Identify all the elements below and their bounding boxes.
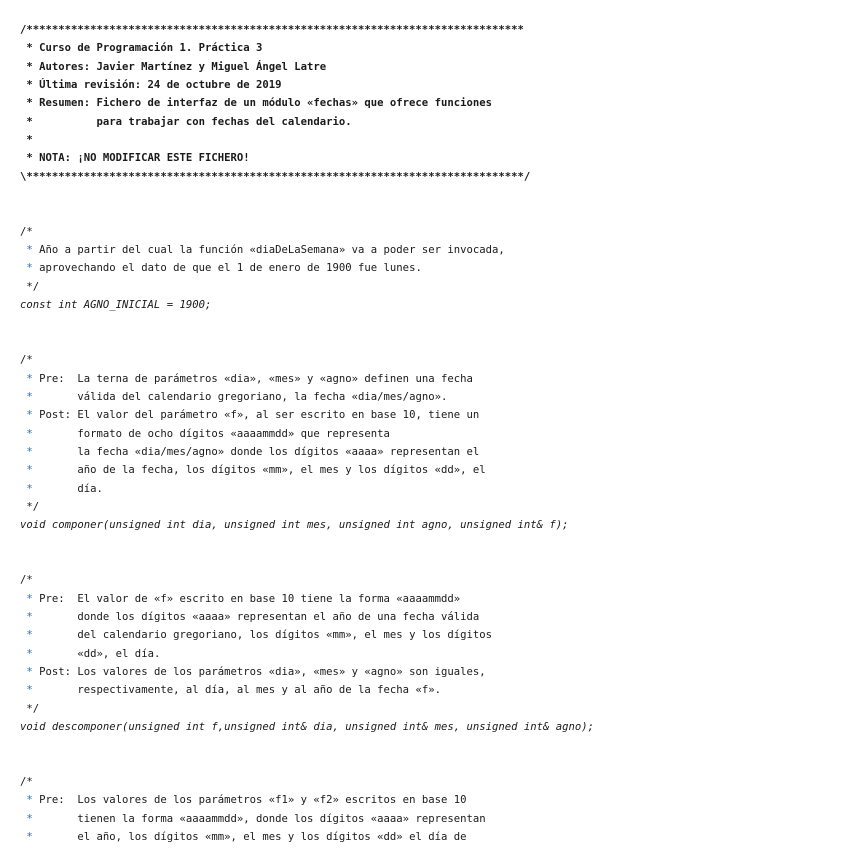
code-line: * Última revisión: 24 de octubre de 2019	[20, 79, 282, 92]
code-line: * Autores: Javier Martínez y Miguel Ángel Latre	[20, 60, 327, 73]
code-line	[20, 425, 840, 443]
code-line	[20, 663, 840, 681]
code-line	[20, 204, 840, 222]
code-line	[20, 259, 840, 277]
code-line: */	[20, 280, 40, 293]
code-line: /*	[20, 225, 33, 238]
comment-text: año de la fecha, los dígitos «mm», el mes y los dígitos «dd», el	[39, 464, 486, 477]
comment-star: *	[20, 409, 40, 422]
code-line	[20, 590, 840, 608]
comment-star: *	[20, 390, 40, 403]
comment-text: válida del calendario gregoriano, la fecha «dia/mes/agno».	[39, 390, 448, 403]
code-line	[20, 535, 840, 553]
comment-star: *	[20, 372, 40, 385]
code-line	[20, 333, 840, 351]
comment-text: aprovechando el dato de que el 1 de enero de 1900 fue lunes.	[39, 262, 422, 275]
comment-star: *	[20, 592, 40, 605]
comment-star: *	[20, 794, 40, 807]
code-line: * NOTA: ¡NO MODIFICAR ESTE FICHERO!	[20, 152, 250, 165]
code-line	[20, 645, 840, 663]
code-view[interactable]	[20, 21, 840, 846]
comment-text: la fecha «dia/mes/agno» donde los dígitos «aaaa» representan el	[39, 445, 480, 458]
comment-text: Post: El valor del parámetro «f», al ser escrito en base 10, tiene un	[39, 409, 480, 422]
code-line: *	[20, 134, 33, 147]
comment-text: Pre: El valor de «f» escrito en base 10 tiene la forma «aaaammdd»	[39, 592, 461, 605]
code-line	[20, 406, 840, 424]
comment-star: *	[20, 629, 40, 642]
code-line	[20, 810, 840, 828]
comment-text: Año a partir del cual la función «diaDeLaSemana» va a poder ser invocada,	[39, 244, 505, 257]
comment-star: *	[20, 464, 40, 477]
code-line	[20, 681, 840, 699]
code-line	[20, 186, 840, 204]
code-line	[20, 480, 840, 498]
comment-star: *	[20, 831, 40, 844]
code-line	[20, 388, 840, 406]
code-line: /*	[20, 776, 33, 789]
comment-text: día.	[39, 482, 103, 495]
comment-star: *	[20, 812, 40, 825]
code-line	[20, 626, 840, 644]
comment-star: *	[20, 262, 40, 275]
comment-star: *	[20, 684, 40, 697]
comment-text: Pre: Los valores de los parámetros «f1» y «f2» escritos en base 10	[39, 794, 467, 807]
code-line: * Curso de Programación 1. Práctica 3	[20, 42, 263, 55]
code-line	[20, 828, 840, 846]
comment-star: *	[20, 611, 40, 623]
code-line	[20, 755, 840, 773]
comment-text: Pre: La terna de parámetros «dia», «mes» y «agno» definen una fecha	[39, 372, 473, 385]
comment-text: respectivamente, al día, al mes y al año de la fecha «f».	[39, 684, 441, 697]
comment-text: formato de ocho dígitos «aaaammdd» que representa	[39, 427, 390, 440]
code-line	[20, 241, 840, 259]
code-line	[20, 461, 840, 479]
code-line	[20, 315, 840, 333]
code-line: \******************************************************************************/	[20, 170, 531, 183]
comment-star: *	[20, 482, 40, 495]
code-line	[20, 553, 840, 571]
comment-text: tienen la forma «aaaammdd», donde los dígitos «aaaa» representan	[39, 812, 486, 825]
code-line	[20, 443, 840, 461]
code-line: */	[20, 702, 40, 715]
code-line: /******************************************************************************	[20, 24, 524, 36]
code-line: * para trabajar con fechas del calendario.	[20, 115, 352, 128]
declaration-line: void descomponer(unsigned int f,unsigned int& dia, unsigned int& mes, unsigned int& agno);	[20, 721, 595, 734]
comment-text: «dd», el día.	[39, 647, 161, 660]
comment-text: el año, los dígitos «mm», el mes y los dígitos «dd» el día de	[39, 831, 467, 844]
code-line	[20, 370, 840, 388]
comment-star: *	[20, 244, 40, 257]
comment-star: *	[20, 666, 40, 679]
code-line: /*	[20, 354, 33, 367]
declaration-line: const int AGNO_INICIAL = 1900;	[20, 299, 212, 312]
code-line	[20, 791, 840, 809]
comment-text: Post: Los valores de los parámetros «dia», «mes» y «agno» son iguales,	[39, 666, 486, 679]
code-line: */	[20, 500, 40, 513]
code-line: * Resumen: Fichero de interfaz de un módulo «fechas» que ofrece funciones	[20, 97, 492, 110]
comment-text: donde los dígitos «aaaa» representan el año de una fecha válida	[39, 611, 480, 623]
comment-text: del calendario gregoriano, los dígitos «mm», el mes y los dígitos	[39, 629, 492, 642]
code-line	[20, 608, 840, 626]
code-line	[20, 736, 840, 754]
comment-star: *	[20, 427, 40, 440]
declaration-line: void componer(unsigned int dia, unsigned int mes, unsigned int agno, unsigned int& f);	[20, 519, 569, 532]
comment-star: *	[20, 647, 40, 660]
code-line: /*	[20, 574, 33, 587]
comment-star: *	[20, 445, 40, 458]
